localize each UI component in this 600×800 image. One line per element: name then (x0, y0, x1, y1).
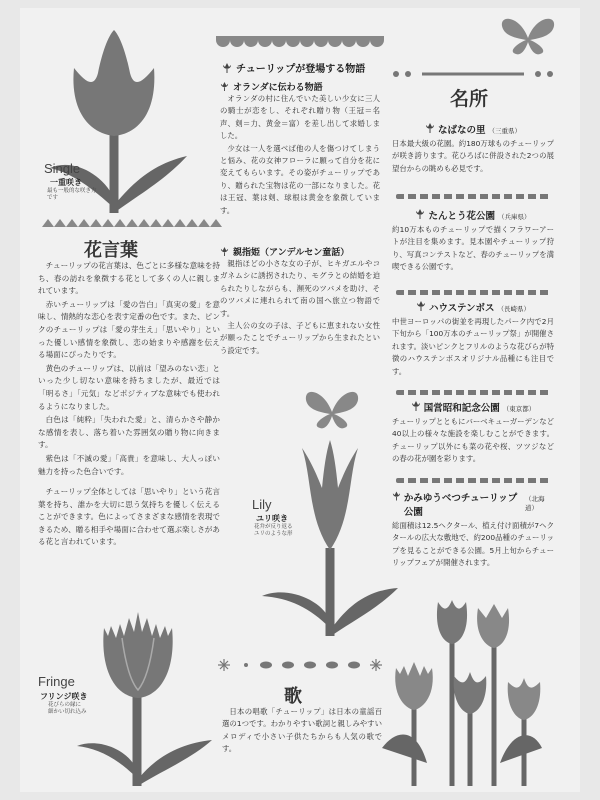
hanakotoba-para: チューリップ全体としては「思いやり」という花言葉を持ち、誰かを大切に思う気持ちを優しく伝えることができます。色によってさまざまな感情を表現できるため、贈る相手や場面に合わせて選ぶ楽しさがある花と言われています。 (38, 487, 220, 547)
oranda-heading-text: オランダに伝わる物語 (233, 83, 323, 93)
hanakotoba-para: 白色は「純粋」「失われた愛」と、清らかさや静かな感情を表し、落ち着いた雰囲気の贈り物に向きます。 (38, 415, 220, 450)
oranda-heading (220, 80, 380, 93)
dash-divider (396, 290, 552, 295)
meisho-item-pref: （長崎県） (497, 305, 531, 313)
hanakotoba-body (38, 260, 220, 550)
tulip-icon (220, 247, 229, 256)
tulip-icon (415, 209, 425, 219)
meisho-item-name: なばなの里 (437, 125, 486, 136)
oyayubi-heading (220, 245, 380, 258)
hanakotoba-para: 紫色は「不滅の愛」「高貴」を意味し、大人っぽい魅力を持った色合いです。 (38, 453, 220, 476)
oyayubi-heading-text: 親指姫（アンデルセン童話） (233, 248, 350, 258)
meisho-item (392, 490, 554, 570)
tulip-icon (411, 401, 421, 411)
uta-body: 日本の唱歌「チューリップ」は日本の童謡百選の1つです。わかりやすい歌詞と親しみやすいメロディで小さい子供たちからも人気の歌です。 (222, 707, 382, 754)
dash-divider (396, 478, 552, 483)
meisho-item-pref: （三重県） (488, 127, 521, 135)
meisho-item-heading (392, 400, 554, 414)
tulip-icon (222, 63, 232, 73)
single-desc: 最も一般的な咲き方です (47, 188, 97, 201)
oranda-para: 少女は一人を選べば他の人を傷つけてしまうと悩み、花の女神フローラに願って自分を花に変えてもらいます。その姿がチューリップであり、贈られた宝物は花の一部になりました。花は王冠、葉は剣、球根は黄金を象徴しています。 (220, 143, 380, 215)
lily-desc-1: 花弁が反り返る (254, 524, 293, 530)
uta-title: 歌 (284, 686, 302, 707)
monogatari-section-2 (220, 245, 380, 357)
meisho-item-name: かみゆうべつチューリップ公園 (403, 493, 518, 518)
fringe-desc-1: 花びらの縁に (48, 702, 82, 708)
hanakotoba-title: 花言葉 (84, 240, 138, 261)
meisho-item-pref: （東京都） (502, 405, 536, 413)
single-label-en: Single (44, 161, 81, 176)
scallop-divider (216, 36, 384, 50)
meisho-item-desc: 日本最大級の花園。約180万球ものチューリップが咲き誇ります。花ひろばに併設された2つの展望台からの眺めも必見です。 (392, 139, 554, 173)
hanakotoba-para: チューリップの花言葉は、色ごとに多様な意味を持ち、春の訪れを象徴する花として多くの人に親しまれています。 (38, 261, 220, 296)
tulip-icon (425, 123, 435, 133)
meisho-item-pref: （北海道） (525, 495, 545, 512)
single-label-ja: 一重咲き (50, 178, 82, 187)
fringe-label-en: Fringe (38, 674, 75, 689)
lily-label-ja: ユリ咲き (256, 514, 288, 523)
meisho-item (392, 300, 554, 378)
zigzag-divider (42, 219, 222, 227)
monogatari-title-text: チューリップが登場する物語 (236, 64, 366, 75)
tulip-icon (416, 301, 426, 311)
meisho-item-pref: （兵庫県） (498, 213, 531, 221)
meisho-item (392, 400, 554, 466)
dash-divider (396, 194, 552, 199)
meisho-item-name: たんとう花公園 (428, 211, 495, 222)
oyayubi-para: 主人公の女の子は、子どもに恵まれない女性が願ったことでチューリップから生まれたという設定です。 (220, 321, 380, 355)
butterfly-icon (302, 386, 362, 430)
butterfly-icon (498, 14, 558, 56)
lily-label-en: Lily (252, 497, 272, 512)
oranda-body (220, 93, 380, 217)
fringe-label-ja: フリンジ咲き (40, 692, 88, 701)
meisho-item (392, 122, 554, 175)
meisho-item-name: ハウステンボス (428, 303, 495, 314)
monogatari-section-1 (220, 80, 380, 217)
meisho-item-desc: 中世ヨーロッパの街並を再現したパーク内で2月下旬から「100万本のチューリップ祭」が開催されます。淡いピンクとフリルのような花びらが特徴のハウステンボスオリジナル品種にも注目です。 (392, 317, 554, 376)
meisho-item-desc: 約10万本ものチューリップで描くフラワーアートが注目を集めます。見本園やチューリップ狩り、写真コンテストなど、春のチューリップを満喫できる公園です。 (392, 225, 554, 272)
meisho-item-heading (392, 490, 554, 518)
page (20, 8, 580, 792)
hanakotoba-para: 赤いチューリップは「愛の告白」「真実の愛」を意味し、情熱的な恋心を表す定番の色です。また、ピンクのチューリップは「愛の芽生え」「思いやり」といった優しい感情を象徴し、恋の始まりや感謝を伝える場面にぴったりです。 (38, 299, 220, 360)
tulip-icon (220, 82, 229, 91)
meisho-item-desc: チューリップとともにバーベキューガーデンなど40以上の様々な施設を楽しむことができます。チューリップ以外にも菜の花や桜、ツツジなどの春の花が園を彩ります。 (392, 417, 554, 464)
tulip-cluster-illustration (382, 598, 562, 788)
monogatari-title (222, 60, 392, 75)
meisho-item-heading (392, 300, 554, 314)
meisho-item (392, 208, 554, 274)
meisho-item-desc: 総面積は12.5ヘクタール、植え付け面積が7ヘクタールの広大な敷地で、約200品種のチューリップを見ることができる公園。5月上旬からチューリップフェアが開催されます。 (392, 521, 554, 568)
lily-desc-2: ユリのような形 (254, 531, 293, 537)
oranda-para: オランダの村に住んでいた美しい少女に三人の騎士が恋をし、それぞれ贈り物（王冠＝名声、剣＝力、黄金＝富）を差し出して求婚しました。 (220, 94, 380, 141)
oyayubi-para: 親指ほどの小さな女の子が、ヒキガエルやコガネムシに誘拐されたり、モグラとの結婚を迫られたりしながらも、瀕死のツバメを助け、そのツバメに連れられて南の国へ旅立つ物語です。 (220, 259, 380, 318)
meisho-item-heading (392, 208, 554, 222)
hanakotoba-para: 黄色のチューリップは、以前は「望みのない恋」といった少し切ない意味を持ちましたが、最近では「明るさ」「元気」などポジティブな意味でも使われるようになりました。 (38, 363, 220, 411)
meisho-item-name: 国営昭和記念公園 (423, 403, 500, 414)
fringe-desc-2: 細かい切れ込み (48, 709, 87, 715)
meisho-item-heading (392, 122, 554, 136)
tulip-icon (392, 491, 401, 501)
oyayubi-body (220, 258, 380, 357)
dash-divider (396, 390, 552, 395)
meisho-divider (388, 68, 558, 80)
meisho-title: 名所 (450, 88, 489, 110)
lily-tulip-illustration (250, 438, 400, 638)
dots-divider (216, 656, 386, 674)
